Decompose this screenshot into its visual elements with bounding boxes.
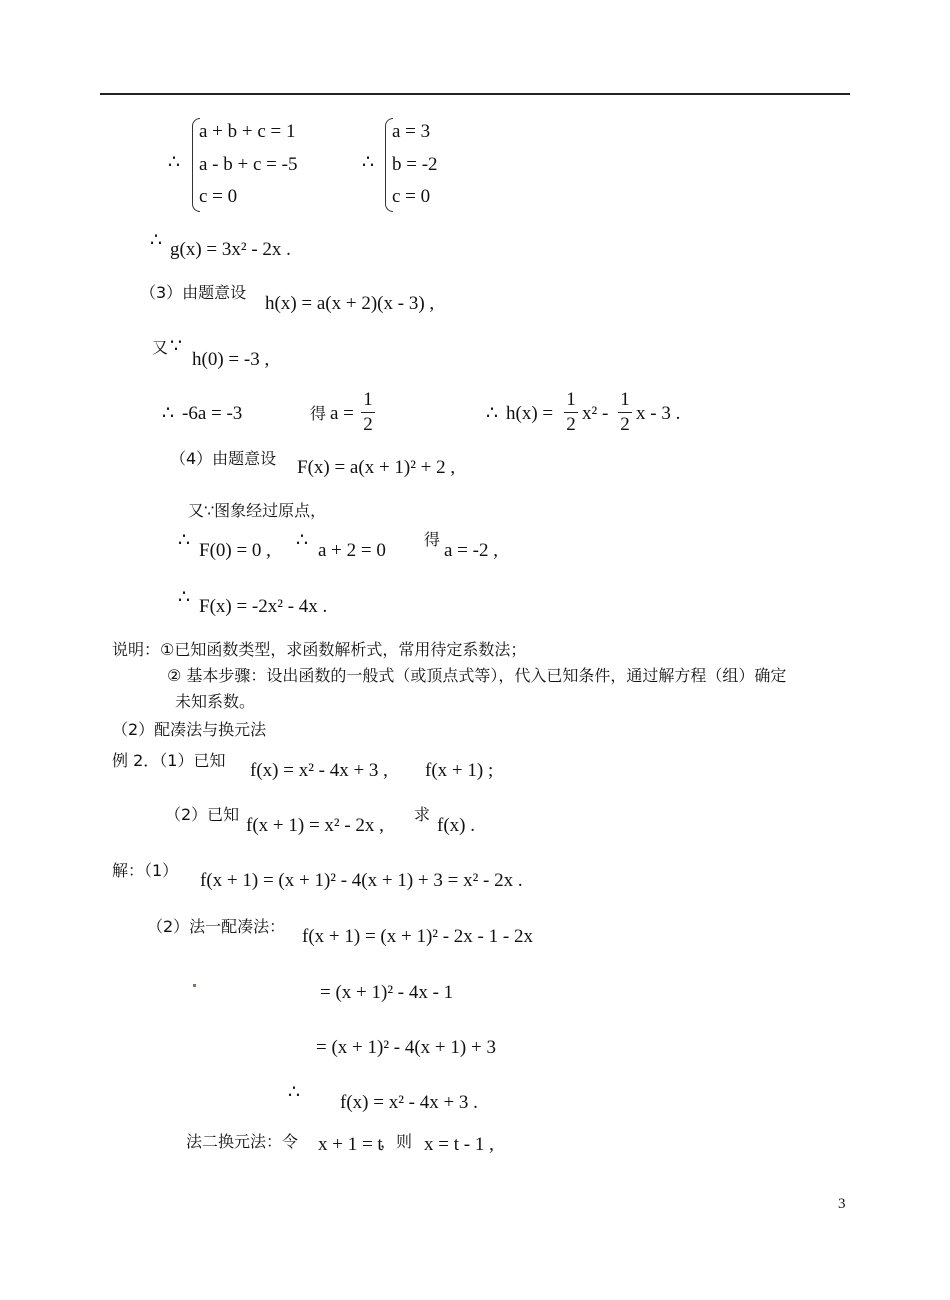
part4-label: （4）由题意设 <box>170 449 277 468</box>
system1-eq2: a - b + c = -5 <box>199 154 298 175</box>
therefore-symbol: ∴ <box>362 151 375 173</box>
therefore-symbol: ∴ <box>178 529 191 551</box>
therefore-symbol: ∴ <box>150 229 163 251</box>
therefore-symbol: ∴ <box>178 586 191 608</box>
system2-eq3: c = 0 <box>392 186 431 207</box>
system2-eq2: b = -2 <box>392 154 438 175</box>
section-heading: （2）配凑法与换元法 <box>112 720 267 739</box>
part3-formula: h(x) = a(x + 2)(x - 3) , <box>265 293 435 314</box>
hx-mid: x² - <box>582 403 609 424</box>
system2-eq1: a = 3 <box>392 121 431 142</box>
a-value: a = -2 , <box>444 540 498 561</box>
part3-label: （3）由题意设 <box>140 283 247 302</box>
method1-label: （2）法一配凑法： <box>147 917 286 936</box>
de-label: 得 <box>424 530 441 549</box>
method2-then: ，则 <box>380 1132 413 1151</box>
origin-text: 又∵图象经过原点， <box>188 501 327 520</box>
stray-dot <box>193 984 196 987</box>
system1-eq1: a + b + c = 1 <box>199 121 296 142</box>
therefore-symbol: ∴ <box>486 402 499 424</box>
note-line-2: ② 基本步骤：设出函数的一般式（或顶点式等），代入已知条件，通过解方程（组）确定 <box>167 666 787 685</box>
because-symbol: ∵ <box>170 335 183 357</box>
qiu-label: 求 <box>414 805 431 824</box>
header-rule <box>100 93 850 95</box>
example2b-question: f(x) . <box>437 815 475 836</box>
fraction-half <box>618 390 632 435</box>
part4-formula: F(x) = a(x + 1)² + 2 , <box>297 457 456 478</box>
F0-formula: F(0) = 0 , <box>199 540 271 561</box>
a-plus-2: a + 2 = 0 <box>318 540 386 561</box>
fraction-numerator: 1 <box>363 389 373 410</box>
example2b-given: f(x + 1) = x² - 2x , <box>246 815 384 836</box>
method1-line2: = (x + 1)² - 4x - 1 <box>320 982 454 1003</box>
a-equals: a = <box>330 403 354 424</box>
fraction-numerator: 1 <box>620 389 630 410</box>
you-label: 又 <box>152 338 169 357</box>
fraction-denominator: 2 <box>620 414 630 435</box>
system1-eq3: c = 0 <box>199 186 238 207</box>
therefore-symbol: ∴ <box>162 402 175 424</box>
fraction-numerator: 1 <box>566 389 576 410</box>
method2-label: 法二换元法：令 <box>186 1132 299 1151</box>
method1-line1: f(x + 1) = (x + 1)² - 2x - 1 - 2x <box>302 926 533 947</box>
therefore-symbol: ∴ <box>168 151 181 173</box>
solution-label: 解：（1） <box>112 861 179 880</box>
example2-question: f(x + 1) ; <box>425 760 494 781</box>
therefore-symbol: ∴ <box>288 1081 301 1103</box>
hx-right: x - 3 . <box>636 403 681 424</box>
hx-left: h(x) = <box>506 403 554 424</box>
g-result: g(x) = 3x² - 2x . <box>170 239 291 260</box>
example2-label: 例 2．（1）已知 <box>112 751 226 770</box>
method1-line4: f(x) = x² - 4x + 3 . <box>340 1092 478 1113</box>
solution-part1: f(x + 1) = (x + 1)² - 4(x + 1) + 3 = x² - 2x . <box>200 870 523 891</box>
example2b-label: （2）已知 <box>165 805 240 824</box>
fraction-denominator: 2 <box>566 414 576 435</box>
note-line-3: 未知系数。 <box>175 692 256 711</box>
eq-6a: -6a = -3 <box>182 403 243 424</box>
method1-line3: = (x + 1)² - 4(x + 1) + 3 <box>316 1037 496 1058</box>
fraction-half <box>361 390 375 435</box>
method2-substitution: x + 1 = t <box>318 1134 383 1155</box>
example2-given: f(x) = x² - 4x + 3 , <box>250 760 388 781</box>
page-number: 3 <box>838 1196 846 1212</box>
F-result: F(x) = -2x² - 4x . <box>199 596 328 617</box>
therefore-symbol: ∴ <box>296 529 309 551</box>
h0-formula: h(0) = -3 , <box>192 349 270 370</box>
method2-x: x = t - 1 , <box>424 1134 494 1155</box>
note-line-1: 说明：①已知函数类型，求函数解析式，常用待定系数法； <box>112 640 527 659</box>
de-label: 得 <box>310 404 327 423</box>
fraction-denominator: 2 <box>363 414 373 435</box>
fraction-half <box>564 390 578 435</box>
